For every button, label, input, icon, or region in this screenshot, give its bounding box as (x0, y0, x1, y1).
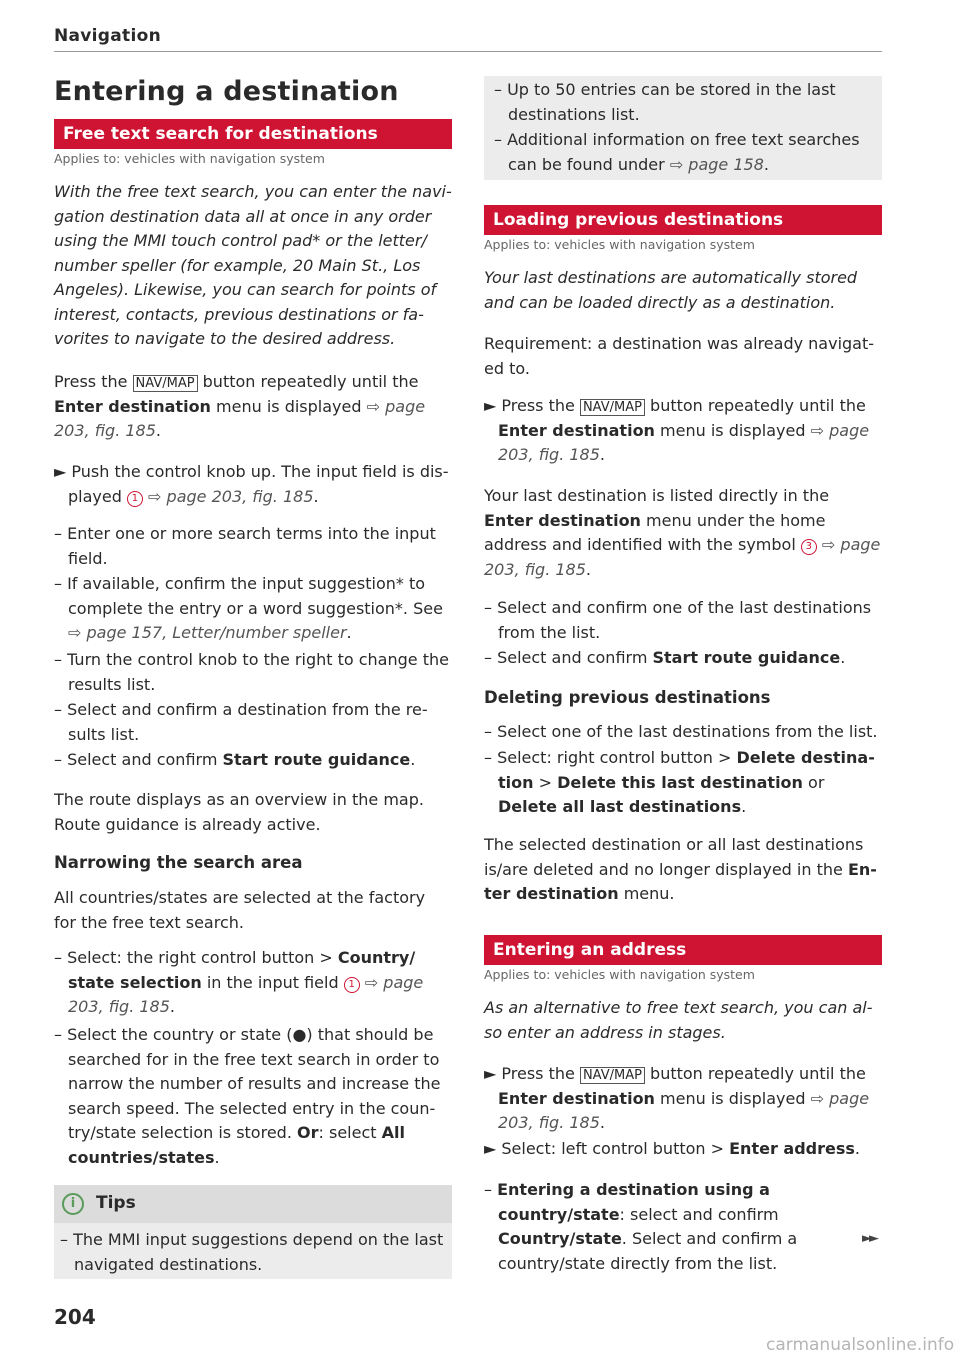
header-divider (54, 51, 882, 52)
callout-1-icon: 1 (344, 977, 360, 993)
applies-note: Applies to: vehicles with navigation system (484, 967, 755, 982)
route-paragraph: The route displays as an overview in the map. Route guidance is already active. (54, 790, 424, 834)
info-icon: i (62, 1193, 84, 1215)
subheading-deleting: Deleting previous destinations (484, 688, 771, 707)
section-bar-free-text: Free text search for destinations (54, 119, 452, 149)
tips-header (54, 1185, 452, 1223)
list-item: – Select and confirm a destination from the re- sults list. (54, 700, 428, 744)
list-item: – Select and confirm Start route guidance. (484, 648, 846, 667)
deleted-paragraph: The selected destination or all last destinations is/are deleted and no longer displayed in the En- ter destination menu. (484, 835, 877, 903)
step-press-nav: ► Press the NAV/MAP button repeatedly until the Enter destination menu is displayed ⇨ page 203, fig. 185. (484, 396, 870, 464)
press-paragraph: Press the NAV/MAP button repeatedly until the Enter destination menu is displayed ⇨ page 203, fig. 185. (54, 372, 426, 440)
list-item: – Select and confirm Start route guidance. (54, 750, 416, 769)
callout-1-icon: 1 (127, 491, 143, 507)
tips-label: Tips (96, 1193, 136, 1213)
tip-item: – Additional information on free text searches can be found under ⇨ page 158. (494, 130, 860, 174)
list-item: – Select: the right control button > Country/ state selection in the input field 1 ⇨ page 203, fig. 185. (54, 948, 424, 1016)
list-item: – Entering a destination using a country/state: select and confirm Country/state. Select and confirm a country/state directly from the list. (484, 1180, 798, 1273)
page-title: Entering a destination (54, 76, 399, 107)
nav-map-key: NAV/MAP (580, 1067, 645, 1084)
subheading-narrowing: Narrowing the search area (54, 853, 303, 872)
applies-note: Applies to: vehicles with navigation system (484, 237, 755, 252)
narrow-paragraph: All countries/states are selected at the factory for the free text search. (54, 888, 426, 932)
step-push-knob: ► Push the control knob up. The input field is dis- played 1 ⇨ page 203, fig. 185. (54, 462, 449, 506)
list-item: – Enter one or more search terms into the input field. (54, 524, 436, 568)
applies-note: Applies to: vehicles with navigation system (54, 151, 325, 166)
last-destination-paragraph: Your last destination is listed directly in the Enter destination menu under the home address and identified with the symbol 3 ⇨ page 203, fig. 185. (484, 486, 881, 579)
requirement-paragraph: Requirement: a destination was already navigat- ed to. (484, 334, 875, 378)
step-press-nav: ► Press the NAV/MAP button repeatedly until the Enter destination menu is displayed ⇨ page 203, fig. 185. (484, 1064, 870, 1132)
intro-paragraph: With the free text search, you can enter the navi- gation destination data all at once in any order using the MMI touch control pad* or the letter/ number speller (for example, 20 Main St., Los Angeles). Likewise, you can search for points of interest, contacts, previous destinations or fa- vorites to navigate to the desired address. (54, 182, 452, 348)
tip-item: – The MMI input suggestions depend on the last navigated destinations. (60, 1230, 444, 1274)
section-bar-address: Entering an address (484, 935, 882, 965)
watermark: carmanualsonline.info (766, 1335, 955, 1355)
nav-map-key: NAV/MAP (133, 375, 198, 392)
continued-arrow-icon: ►► (862, 1231, 876, 1246)
intro-paragraph: Your last destinations are automatically stored and can be loaded directly as a destination. (484, 268, 858, 312)
list-item: – Select the country or state (●) that should be searched for in the free text search in order to narrow the number of results and increase the search speed. The selected entry in the coun- try/state selection is stored. Or: select All countries/states. (54, 1025, 441, 1167)
list-item: – Select and confirm one of the last destinations from the list. (484, 598, 872, 642)
page-ref: ⇨ page 203, fig. 185 (54, 396, 426, 440)
list-item: – Select: right control button > Delete destina- tion > Delete this last destination or Delete all last destinations. (484, 748, 875, 816)
callout-3-icon: 3 (801, 539, 817, 555)
list-item: – Select one of the last destinations from the list. (484, 722, 878, 741)
section-bar-loading: Loading previous destinations (484, 205, 882, 235)
list-item: – Turn the control knob to the right to change the results list. (54, 650, 449, 694)
intro-paragraph: As an alternative to free text search, you can al- so enter an address in stages. (484, 998, 873, 1042)
page-number: 204 (54, 1305, 96, 1329)
section-header: Navigation (54, 26, 161, 46)
tip-item: – Up to 50 entries can be stored in the last destinations list. (494, 80, 836, 124)
nav-map-key: NAV/MAP (580, 399, 645, 416)
list-item: – If available, confirm the input suggestion* to complete the entry or a word suggestion*. See ⇨ page 157, Letter/number speller. (54, 574, 443, 642)
step-left-button: ► Select: left control button > Enter address. (484, 1139, 860, 1158)
